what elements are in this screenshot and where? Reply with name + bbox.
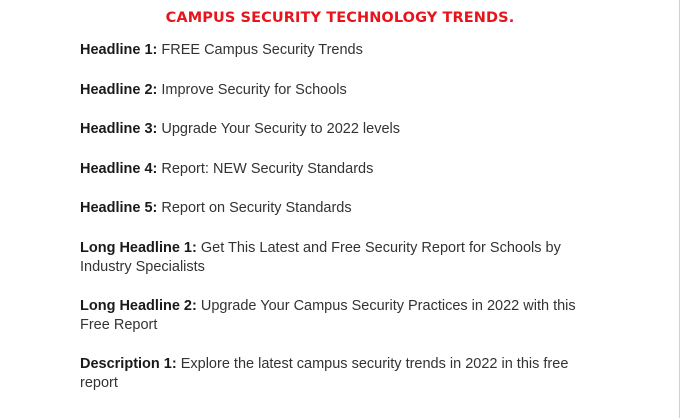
headline-4 xyxy=(80,160,600,180)
entry-label: Long Headline 2: xyxy=(80,297,197,314)
page-title: CAMPUS SECURITY TECHNOLOGY TRENDS. xyxy=(165,10,515,26)
entry-text: Report on Security Standards xyxy=(161,200,352,216)
entry-text: Upgrade Your Security to 2022 levels xyxy=(161,121,400,137)
entry-text: Improve Security for Schools xyxy=(161,81,347,98)
headline-5 xyxy=(80,199,600,219)
entry-label: Headline 1: xyxy=(80,42,158,58)
long-headline-2 xyxy=(80,297,600,336)
entry-label: Long Headline 1: xyxy=(80,239,197,256)
entry-text: FREE Campus Security Trends xyxy=(161,42,363,58)
entry-label: Headline 5: xyxy=(80,200,158,216)
headline-1 xyxy=(80,41,600,61)
entry-label: Headline 4: xyxy=(80,160,158,177)
long-headline-1 xyxy=(80,239,600,278)
entry-label: Headline 2: xyxy=(80,81,158,98)
entry-text: Explore the latest campus security trends in 2022 in this free report xyxy=(80,355,569,391)
ad-copy-list xyxy=(80,41,600,394)
entry-text: Upgrade Your Campus Security Practices in 2022 with this Free Report xyxy=(80,297,576,333)
headline-3 xyxy=(80,120,600,140)
description-1 xyxy=(80,355,600,394)
entry-label: Headline 3: xyxy=(80,121,158,137)
entry-label: Description 1: xyxy=(80,355,177,372)
headline-2 xyxy=(80,81,600,101)
entry-text: Get This Latest and Free Security Report for Schools by Industry Specialists xyxy=(80,239,561,275)
entry-text: Report: NEW Security Standards xyxy=(161,160,374,177)
